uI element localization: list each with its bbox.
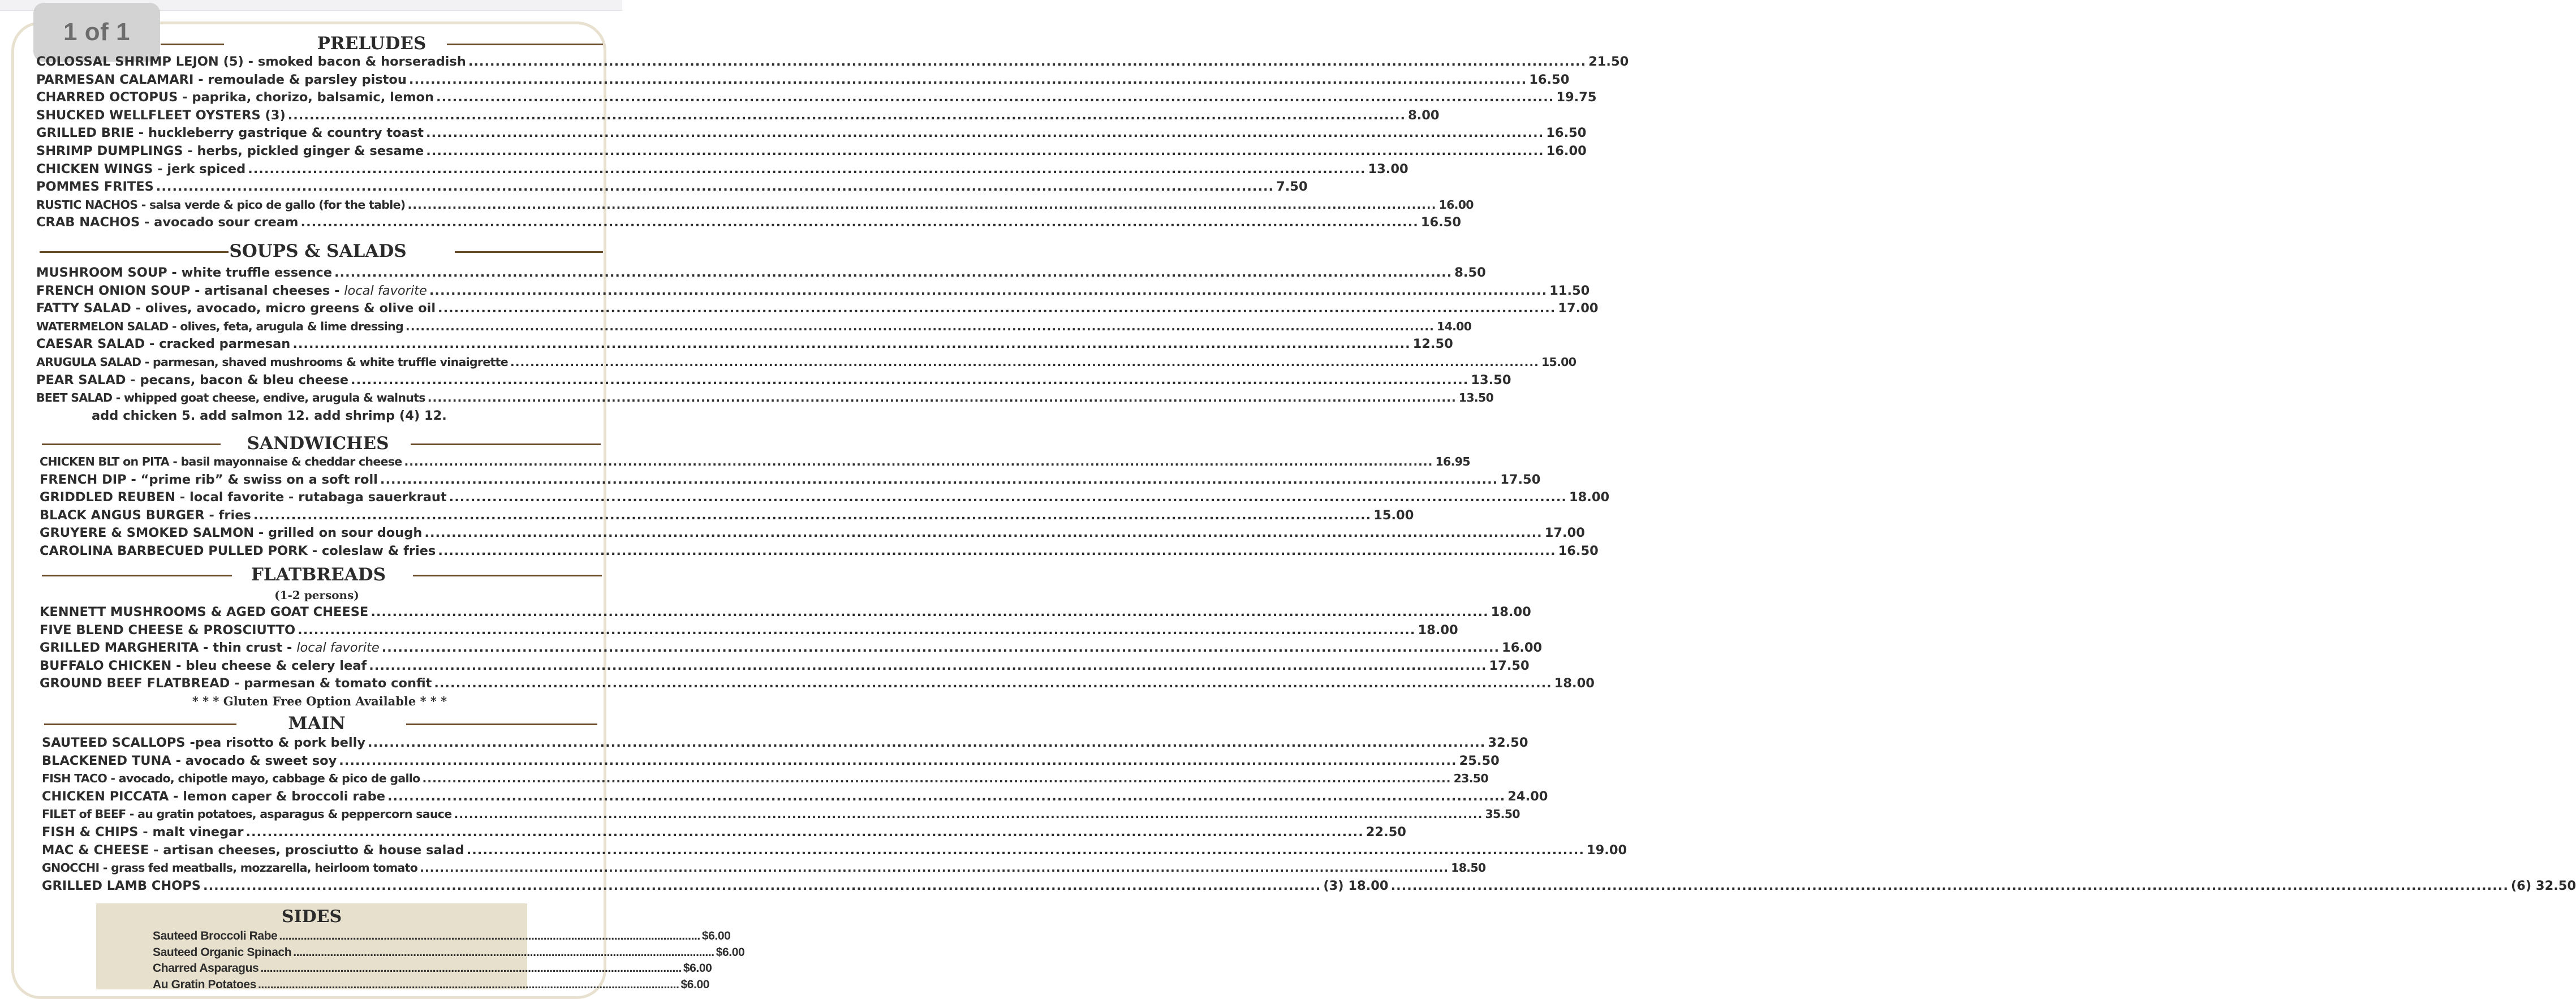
- item-name-text: GROUND BEEF FLATBREAD - parmesan & tomato confit: [40, 676, 432, 691]
- section-header: [40, 563, 600, 587]
- item-name-text: CAESAR SALAD - cracked parmesan: [36, 337, 291, 352]
- item-price: 19.00: [1587, 842, 1627, 858]
- section-preludes: [36, 32, 1629, 232]
- item-name-text: GNOCCHI - grass fed meatballs, mozzarella, heirloom tomato: [42, 861, 418, 875]
- leader-dots: [436, 89, 1554, 107]
- menu-item: [40, 542, 1599, 561]
- item-name: [36, 196, 405, 214]
- item-name: [36, 124, 424, 143]
- item-name: GRILLED LAMB CHOPS: [42, 878, 201, 893]
- leader-dots: [424, 524, 1542, 542]
- leader-dots: [467, 842, 1584, 860]
- leader-dots: [351, 372, 1468, 390]
- menu-item: [36, 161, 1408, 179]
- header-rule-right: [406, 724, 597, 725]
- item-price-3: (3) 18.00: [1323, 878, 1389, 893]
- item-price: 13.50: [1458, 391, 1494, 405]
- section-header: [161, 32, 600, 55]
- menu-item: [36, 335, 1453, 354]
- item-name-text: PEAR SALAD - pecans, bacon & bleu cheese: [36, 372, 349, 387]
- menu-item: [40, 507, 1414, 525]
- leader-dots: [380, 471, 1498, 489]
- item-price: 18.50: [1451, 861, 1486, 875]
- item-name-text: CAROLINA BARBECUED PULLED PORK - coleslaw & fries: [40, 543, 436, 558]
- menu-item: [40, 604, 1531, 622]
- item-name: [36, 354, 508, 372]
- menu-item: [36, 124, 1587, 143]
- item-price: 35.50: [1485, 807, 1520, 821]
- menu-item: [36, 282, 1590, 300]
- item-name-text: CHARRED OCTOPUS - paprika, chorizo, balsamic, lemon: [36, 90, 434, 105]
- item-name-text: FATTY SALAD - olives, avocado, micro greens & olive oil: [36, 301, 436, 316]
- item-price: 32.50: [1488, 735, 1528, 750]
- item-price: 18.00: [1491, 605, 1531, 619]
- side-name: Au Gratin Potatoes: [153, 978, 256, 991]
- leader-dots: [406, 318, 1435, 336]
- menu-item-lamb-chops: [42, 877, 2576, 895]
- menu-item: [36, 89, 1597, 107]
- item-name: [36, 143, 424, 161]
- item-price: 17.50: [1500, 472, 1541, 487]
- leader-dots: [438, 300, 1556, 318]
- item-price: 22.50: [1365, 824, 1406, 839]
- item-name-text: BLACK ANGUS BURGER - fries: [40, 507, 251, 523]
- item-price: 16.50: [1558, 543, 1599, 558]
- item-name: [40, 657, 367, 675]
- item-name-text: POMMES FRITES: [36, 179, 154, 195]
- item-name: [42, 806, 451, 824]
- menu-item: [40, 639, 1543, 657]
- item-name: [42, 788, 385, 806]
- menu-item: [36, 71, 1570, 89]
- menu-item: [36, 178, 1308, 196]
- item-name: [36, 318, 403, 336]
- item-name-text: GRIDDLED REUBEN - local favorite - rutabaga sauerkraut: [40, 490, 447, 505]
- leader-dots: [409, 71, 1527, 89]
- item-price: 14.00: [1436, 319, 1472, 333]
- item-name-text: MAC & CHEESE - artisan cheeses, prosciutto & house salad: [42, 842, 464, 858]
- item-name: [36, 107, 286, 125]
- item-name-text: CHICKEN WINGS - jerk spiced: [36, 161, 246, 176]
- leader-dots: [334, 264, 1452, 282]
- item-name-text: SAUTEED SCALLOPS -pea risotto & pork belly: [42, 735, 366, 750]
- item-price: 25.50: [1459, 753, 1500, 768]
- item-price: 7.50: [1276, 179, 1308, 195]
- menu-item: [36, 53, 1629, 71]
- item-name: [36, 178, 154, 196]
- leader-dots: [260, 961, 682, 977]
- side-name: Sauteed Organic Spinach: [153, 945, 292, 959]
- item-price: 16.00: [1502, 640, 1543, 656]
- leader-dots: [387, 788, 1505, 806]
- item-price: 11.50: [1549, 283, 1590, 298]
- item-name: [42, 842, 464, 860]
- item-price: 8.00: [1408, 107, 1440, 123]
- header-rule-right: [455, 251, 603, 253]
- item-name-text: RUSTIC NACHOS - salsa verde & pico de gallo (for the table): [36, 197, 406, 212]
- item-name: [36, 300, 436, 318]
- soups-salads-list: [36, 264, 1599, 407]
- item-price: 16.50: [1529, 72, 1570, 87]
- item-price: 15.00: [1373, 507, 1414, 523]
- section-header: [40, 432, 600, 455]
- item-name: [40, 524, 422, 542]
- item-name: [40, 542, 436, 561]
- item-name-text: FIVE BLEND CHEESE & PROSCIUTTO: [40, 622, 296, 638]
- item-name: [42, 734, 365, 752]
- menu-item: [36, 389, 1494, 407]
- item-name: [40, 604, 368, 622]
- leader-dots: [339, 752, 1457, 770]
- leader-dots: [292, 335, 1410, 354]
- leader-dots: [423, 770, 1451, 788]
- side-item: [153, 945, 745, 961]
- item-price: 24.00: [1507, 789, 1548, 804]
- side-item: [153, 961, 712, 977]
- item-name: [36, 264, 332, 282]
- item-name: [36, 53, 466, 71]
- leader-dots: [420, 859, 1449, 877]
- item-name: [36, 89, 434, 107]
- item-name-text: FISH TACO - avocado, chipotle mayo, cabbage & pico de gallo: [42, 772, 420, 786]
- item-name: [40, 675, 432, 693]
- menu-item: [40, 471, 1541, 489]
- leader-dots: [368, 734, 1485, 752]
- side-name: Charred Asparagus: [153, 962, 259, 975]
- page-indicator: 1 of 1: [33, 3, 160, 62]
- leader-dots: [298, 622, 1415, 640]
- leader-dots: [1391, 877, 2509, 895]
- section-flatbreads: [40, 563, 1595, 710]
- item-name: [40, 622, 295, 640]
- item-price: 16.95: [1435, 455, 1470, 468]
- leader-dots: [426, 143, 1544, 161]
- menu-item: [36, 214, 1461, 232]
- item-name-text: KENNETT MUSHROOMS & AGED GOAT CHEESE: [40, 605, 369, 619]
- menu-item: [36, 107, 1440, 125]
- item-price: 18.00: [1554, 676, 1595, 691]
- side-price: $6.00: [701, 929, 731, 942]
- menu-item: [36, 196, 1474, 214]
- leader-dots: [382, 639, 1500, 657]
- item-price: 16.50: [1420, 215, 1461, 230]
- leader-dots: [449, 489, 1567, 507]
- item-name-text: SHRIMP DUMPLINGS - herbs, pickled ginger & sesame: [36, 143, 424, 158]
- leader-dots: [434, 675, 1552, 693]
- gluten-free-note: * * * Gluten Free Option Available * * *: [192, 694, 447, 708]
- side-price: $6.00: [683, 962, 712, 975]
- item-name: [42, 752, 337, 770]
- leader-dots: [156, 178, 1274, 196]
- item-name-text: SHUCKED WELLFLEET OYSTERS (3): [36, 107, 286, 123]
- menu-item: [42, 842, 1627, 860]
- section-header: [36, 239, 600, 263]
- side-item: [153, 977, 710, 993]
- menu-item: [40, 453, 1470, 471]
- sides-box: [96, 903, 745, 991]
- leader-dots: [279, 928, 700, 945]
- section-sandwiches: [40, 432, 1610, 561]
- menu-item: [40, 622, 1458, 640]
- leader-dots: [510, 354, 1539, 372]
- item-name-text: FRENCH ONION SOUP - artisanal cheeses -: [36, 283, 344, 298]
- item-italic-note: local favorite: [296, 640, 380, 656]
- item-name-text: FISH & CHIPS - malt vinegar: [42, 824, 244, 839]
- leader-dots: [426, 124, 1544, 143]
- item-name: [40, 639, 380, 657]
- side-price: $6.00: [716, 945, 745, 959]
- item-price: 18.00: [1569, 490, 1610, 505]
- menu-item: [42, 824, 1406, 842]
- section-title: MAIN: [288, 713, 346, 734]
- preludes-list: [36, 53, 1629, 232]
- item-name-text: CHICKEN PICCATA - lemon caper & broccoli rabe: [42, 789, 385, 804]
- item-name-text: CHICKEN BLT on PITA - basil mayonnaise & cheddar cheese: [40, 455, 402, 468]
- menu-item: [36, 354, 1576, 372]
- item-price: 15.00: [1541, 355, 1576, 369]
- menu-item: [42, 859, 1486, 877]
- item-name: [36, 71, 407, 89]
- header-rule-right: [447, 44, 603, 45]
- menu-item: [42, 752, 1500, 770]
- item-price: 18.00: [1418, 622, 1458, 638]
- section-title: FLATBREADS: [251, 565, 386, 585]
- section-title: SOUPS & SALADS: [229, 241, 407, 261]
- item-name-text: GRUYERE & SMOKED SALMON - grilled on sour dough: [40, 526, 423, 541]
- leader-dots: [245, 824, 1363, 842]
- header-rule-right: [411, 443, 601, 445]
- leader-dots: [258, 977, 679, 993]
- item-name: [36, 214, 299, 232]
- leader-dots: [407, 196, 1436, 214]
- side-price: $6.00: [680, 978, 710, 991]
- item-price: 17.00: [1544, 526, 1585, 541]
- item-name: [36, 372, 348, 390]
- item-price-6: (6) 32.50: [2510, 878, 2576, 893]
- item-name-text: BEET SALAD - whipped goat cheese, endive, arugula & walnuts: [36, 391, 425, 405]
- leader-dots: [371, 604, 1488, 622]
- menu-item: [40, 657, 1530, 675]
- menu-item: [42, 734, 1528, 752]
- item-name-text: GRILLED MARGHERITA - thin crust -: [40, 640, 297, 656]
- item-price: 19.75: [1556, 90, 1597, 105]
- item-price: 23.50: [1453, 772, 1488, 786]
- leader-dots: [468, 53, 1586, 71]
- flatbreads-subtitle: (1-2 persons): [274, 588, 359, 602]
- section-soups-salads: [36, 239, 1599, 425]
- item-name: [42, 824, 243, 842]
- leader-dots: [253, 507, 1371, 525]
- section-main: [42, 712, 2576, 895]
- item-price: 8.50: [1454, 265, 1486, 280]
- item-price: 12.50: [1412, 337, 1453, 352]
- item-name-text: BLACKENED TUNA - avocado & sweet soy: [42, 753, 337, 768]
- menu-item: [36, 300, 1599, 318]
- side-name: Sauteed Broccoli Rabe: [153, 929, 278, 942]
- item-price: 16.00: [1546, 143, 1587, 158]
- leader-dots: [301, 214, 1419, 232]
- section-title: PRELUDES: [317, 33, 427, 54]
- menu-item: [36, 143, 1587, 161]
- sandwiches-list: [40, 453, 1610, 561]
- leader-dots: [429, 282, 1547, 300]
- leader-dots: [454, 806, 1483, 824]
- section-title: SANDWICHES: [247, 433, 389, 454]
- leader-dots: [293, 945, 714, 961]
- item-name-text: PARMESAN CALAMARI - remoulade & parsley pistou: [36, 72, 407, 87]
- item-name: [40, 489, 447, 507]
- leader-dots: [288, 107, 1406, 125]
- item-name: [36, 161, 245, 179]
- item-name: [36, 335, 290, 354]
- menu-item: [40, 524, 1585, 542]
- menu-item: [42, 788, 1548, 806]
- item-price: 16.00: [1438, 197, 1474, 212]
- item-name: [42, 770, 420, 788]
- item-name-text: GRILLED BRIE - huckleberry gastrique & country toast: [36, 126, 424, 141]
- item-name: [40, 507, 251, 525]
- item-name: [42, 859, 417, 877]
- menu-item: [36, 264, 1486, 282]
- leader-dots: [404, 453, 1433, 471]
- salad-addons: add chicken 5. add salmon 12. add shrimp (4) 12.: [92, 408, 447, 423]
- item-name-text: BUFFALO CHICKEN - bleu cheese & celery leaf: [40, 658, 367, 673]
- item-price: 17.00: [1558, 301, 1599, 316]
- flatbreads-list: [40, 604, 1595, 693]
- item-name-text: FRENCH DIP - “prime rib” & swiss on a soft roll: [40, 472, 378, 487]
- item-name: [40, 471, 378, 489]
- menu-item: [40, 489, 1610, 507]
- menu-item: [42, 770, 1488, 788]
- item-name: [36, 282, 427, 300]
- item-price: 13.00: [1368, 161, 1408, 176]
- item-name-text: MUSHROOM SOUP - white truffle essence: [36, 265, 332, 280]
- side-item: [153, 928, 731, 945]
- menu-item: [36, 372, 1511, 390]
- header-rule-right: [413, 575, 602, 576]
- item-price: 13.50: [1471, 372, 1511, 387]
- item-name-text: CRAB NACHOS - avocado sour cream: [36, 215, 299, 230]
- menu-item: [40, 675, 1595, 693]
- main-list: [42, 734, 1627, 877]
- item-name-text: WATERMELON SALAD - olives, feta, arugula & lime dressing: [36, 319, 403, 333]
- item-name-text: COLOSSAL SHRIMP LEJON (5) - smoked bacon & horseradish: [36, 54, 466, 69]
- item-name-text: FILET of BEEF - au gratin potatoes, asparagus & peppercorn sauce: [42, 807, 452, 821]
- leader-dots: [428, 389, 1457, 407]
- leader-dots: [248, 161, 1365, 179]
- item-price: 16.50: [1546, 126, 1587, 141]
- item-name-text: ARUGULA SALAD - parmesan, shaved mushrooms & white truffle vinaigrette: [36, 355, 508, 369]
- section-header: [42, 712, 600, 735]
- menu-item: [36, 318, 1472, 336]
- leader-dots: [203, 877, 1321, 895]
- leader-dots: [369, 657, 1487, 675]
- sides-title: SIDES: [281, 907, 342, 927]
- item-price: 21.50: [1588, 54, 1629, 69]
- item-name: [36, 389, 425, 407]
- sides-list: [96, 928, 745, 993]
- item-italic-note: local favorite: [344, 283, 427, 298]
- item-name: [40, 453, 402, 471]
- item-price: 17.50: [1489, 658, 1530, 673]
- leader-dots: [438, 542, 1556, 561]
- menu-item: [42, 806, 1520, 824]
